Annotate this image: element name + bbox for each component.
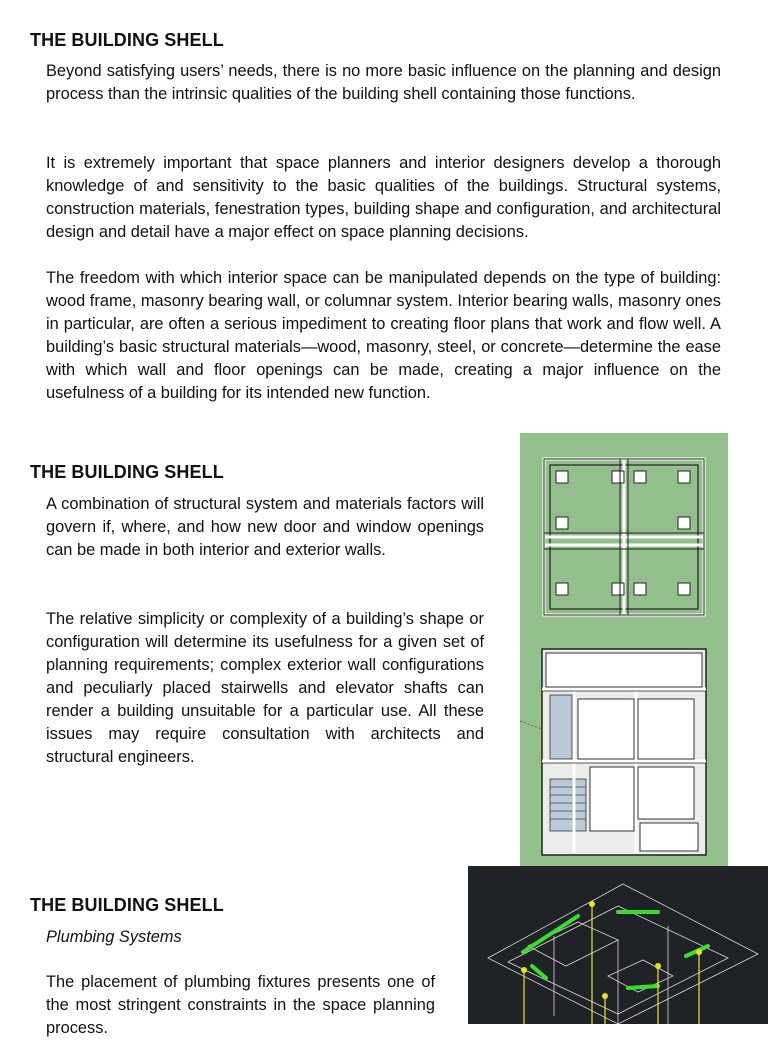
section-2-paragraph-2: The relative simplicity or complexity of a building’s shape or configuration will determine its usefulness for a given set of planning requirements; complex exterior wall configurations and peculiarly placed stairwells and elevator shafts can render a building unsuitable for a particular use. All these issues may require consultation with architects and structural engineers. xyxy=(46,610,484,766)
section-1-paragraph-2: It is extremely important that space planners and interior designers develop a thorough knowledge of and sensitivity to the basic qualities of the buildings. Structural systems, construction materials, fenestration types, building shape and configuration, and architectural design and detail have a major effect on space planning decisions. xyxy=(46,154,721,241)
section-1-paragraph-3: The freedom with which interior space can be manipulated depends on the type of building: wood frame, masonry bearing wall, or columnar system. Interior bearing walls, masonry ones in particular, are often a serious impediment to creating floor plans that work and flow well. A building’s basic structural materials—wood, masonry, steel, or concrete—determine the ease with which wall and floor openings can be made, creating a major influence on the usefulness of a building for its intended new function. xyxy=(46,269,721,402)
section-3-paragraph-1: The placement of plumbing fixtures presents one of the most stringent constraints in the space planning process. xyxy=(46,973,435,1037)
section-2-heading: THE BUILDING SHELL xyxy=(30,462,224,482)
section-3-subtitle: Plumbing Systems xyxy=(46,928,182,946)
section-3-heading: THE BUILDING SHELL xyxy=(30,895,224,915)
section-1-heading: THE BUILDING SHELL xyxy=(30,30,224,50)
section-1-paragraph-1: Beyond satisfying users’ needs, there is no more basic influence on the planning and design process than the intrinsic qualities of the building shell containing those functions. xyxy=(46,62,721,103)
plumbing-cad-figure xyxy=(468,866,768,1024)
section-2-paragraph-1: A combination of structural system and materials factors will govern if, where, and how new door and window openings can be made in both interior and exterior walls. xyxy=(46,495,484,559)
building-model-figure xyxy=(520,433,728,866)
